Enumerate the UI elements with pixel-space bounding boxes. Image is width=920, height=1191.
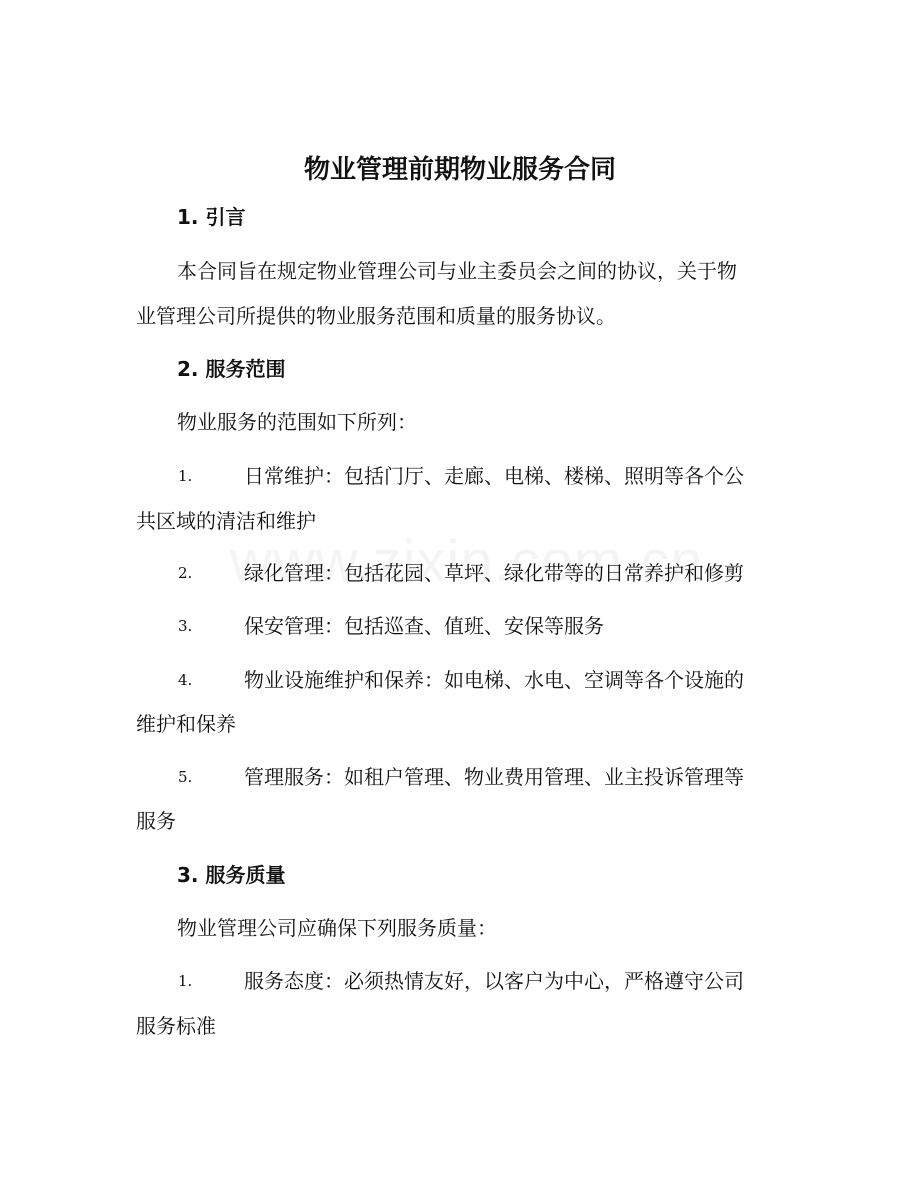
list-item-number: 1.: [178, 467, 193, 485]
list-item-number: 5.: [178, 768, 193, 786]
section-1-paragraph-line-1: 本合同旨在规定物业管理公司与业主委员会之间的协议，关于物: [177, 259, 737, 283]
list-item-text: 管理服务：如租户管理、物业费用管理、业主投诉管理等: [244, 765, 744, 789]
section-2-heading: 2. 服务范围: [177, 357, 286, 381]
list-item-text: 保安管理：包括巡查、值班、安保等服务: [244, 614, 604, 638]
section-3-intro: 物业管理公司应确保下列服务质量：: [177, 916, 497, 940]
section-2-intro: 物业服务的范围如下所列：: [177, 410, 417, 434]
section-3-heading: 3. 服务质量: [177, 863, 286, 887]
section-1-heading: 1. 引言: [177, 205, 246, 229]
list-item-text-continued: 共区域的清洁和维护: [136, 509, 316, 533]
list-item-text: 物业设施维护和保养：如电梯、水电、空调等各个设施的: [244, 668, 744, 692]
list-item-number: 3.: [178, 617, 193, 635]
list-item-text-continued: 服务标准: [136, 1014, 216, 1038]
list-item-number: 1.: [178, 972, 193, 990]
list-item-text-continued: 维护和保养: [136, 712, 236, 736]
list-item-text: 日常维护：包括门厅、走廊、电梯、楼梯、照明等各个公: [244, 464, 744, 488]
list-item-text-continued: 服务: [136, 809, 176, 833]
section-1-paragraph-line-2: 业管理公司所提供的物业服务范围和质量的服务协议。: [136, 304, 616, 328]
list-item-number: 4.: [178, 671, 193, 689]
list-item-number: 2.: [178, 564, 193, 582]
list-item-text: 绿化管理：包括花园、草坪、绿化带等的日常养护和修剪: [244, 561, 744, 585]
list-item-text: 服务态度：必须热情友好，以客户为中心，严格遵守公司: [244, 969, 744, 993]
document-title: 物业管理前期物业服务合同: [303, 155, 616, 185]
